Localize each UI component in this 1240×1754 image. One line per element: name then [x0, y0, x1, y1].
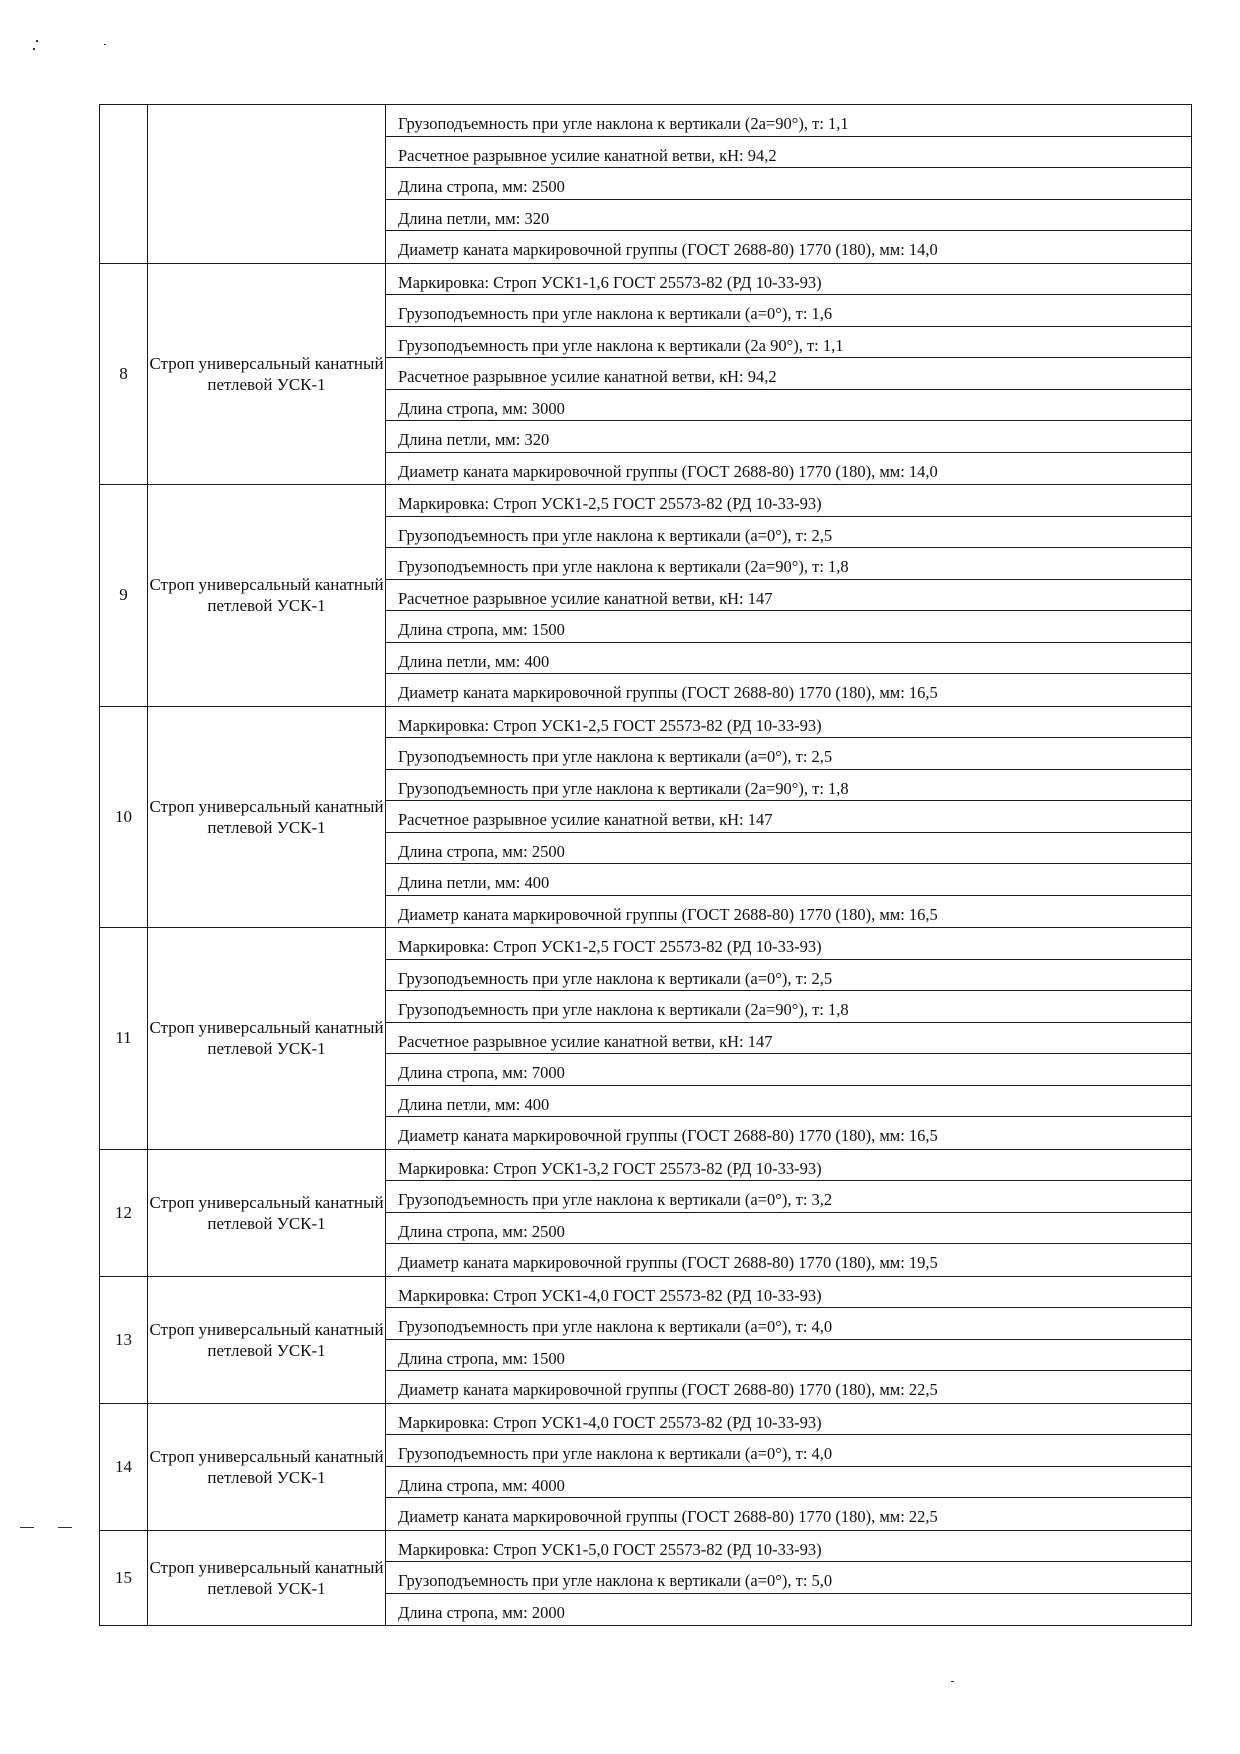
table-row: [100, 1403, 1192, 1530]
property-line: Длина стропа, мм: 2500: [386, 168, 1191, 200]
item-properties: [386, 263, 1192, 485]
item-name: Строп универсальный канатный петлевой УСК-1: [148, 1403, 386, 1530]
property-line: Грузоподъемность при угле наклона к вертикали (a=0°), т: 2,5: [386, 960, 1191, 992]
item-properties: [386, 706, 1192, 928]
scan-speck: [951, 1681, 954, 1682]
property-line: Грузоподъемность при угле наклона к вертикали (2a=90°), т: 1,8: [386, 548, 1191, 580]
property-line: Маркировка: Строп УСК1-2,5 ГОСТ 25573-82 (РД 10-33-93): [386, 707, 1191, 739]
property-line: Маркировка: Строп УСК1-4,0 ГОСТ 25573-82 (РД 10-33-93): [386, 1277, 1191, 1309]
property-line: Длина стропа, мм: 2000: [398, 1602, 565, 1622]
property-line: Длина петли, мм: 400: [386, 864, 1191, 896]
property-line: Длина стропа, мм: 2500: [386, 833, 1191, 865]
item-name: Строп универсальный канатный петлевой УСК-1: [148, 1276, 386, 1403]
property-line: Длина петли, мм: 400: [386, 643, 1191, 675]
table-row: [100, 105, 1192, 264]
property-line: Грузоподъемность при угле наклона к вертикали (a=0°), т: 2,5: [386, 738, 1191, 770]
item-properties: [386, 1403, 1192, 1530]
table-row: [100, 1530, 1192, 1626]
property-line: Длина петли, мм: 320: [386, 200, 1191, 232]
property-line: Маркировка: Строп УСК1-2,5 ГОСТ 25573-82 (РД 10-33-93): [386, 485, 1191, 517]
item-number: 15: [100, 1530, 148, 1626]
item-number: 14: [100, 1403, 148, 1530]
item-number: 12: [100, 1149, 148, 1276]
property-line: Длина стропа, мм: 3000: [386, 390, 1191, 422]
property-line: Грузоподъемность при угле наклона к вертикали (2a 90°), т: 1,1: [386, 327, 1191, 359]
property-line: Диаметр каната маркировочной группы (ГОСТ 2688-80) 1770 (180), мм: 22,5: [398, 1507, 938, 1526]
property-line: Маркировка: Строп УСК1-5,0 ГОСТ 25573-82 (РД 10-33-93): [386, 1531, 1191, 1563]
property-line: Грузоподъемность при угле наклона к вертикали (a=0°), т: 4,0: [386, 1435, 1191, 1467]
table-row: [100, 1149, 1192, 1276]
property-line: Грузоподъемность при угле наклона к вертикали (a=0°), т: 2,5: [386, 517, 1191, 549]
item-properties: [386, 928, 1192, 1150]
property-line: Маркировка: Строп УСК1-2,5 ГОСТ 25573-82 (РД 10-33-93): [386, 928, 1191, 960]
item-name: Строп универсальный канатный петлевой УСК-1: [148, 928, 386, 1150]
property-line: Диаметр каната маркировочной группы (ГОСТ 2688-80) 1770 (180), мм: 19,5: [398, 1253, 938, 1272]
property-line: Грузоподъемность при угле наклона к вертикали (2a=90°), т: 1,8: [386, 770, 1191, 802]
item-name: Строп универсальный канатный петлевой УСК-1: [148, 485, 386, 707]
property-line: Длина стропа, мм: 1500: [386, 1340, 1191, 1372]
property-line: Диаметр каната маркировочной группы (ГОСТ 2688-80) 1770 (180), мм: 14,0: [398, 240, 938, 259]
item-number: 8: [100, 263, 148, 485]
property-line: Грузоподъемность при угле наклона к вертикали (2a=90°), т: 1,8: [386, 991, 1191, 1023]
scan-speck: [58, 1527, 72, 1528]
item-name: Строп универсальный канатный петлевой УСК-1: [148, 706, 386, 928]
item-name: Строп универсальный канатный петлевой УСК-1: [148, 1149, 386, 1276]
item-name: Строп универсальный канатный петлевой УСК-1: [148, 1530, 386, 1626]
property-line: Длина петли, мм: 320: [386, 421, 1191, 453]
item-properties: [386, 1149, 1192, 1276]
item-number: 11: [100, 928, 148, 1150]
item-properties: [386, 105, 1192, 264]
property-line: Длина стропа, мм: 7000: [386, 1054, 1191, 1086]
item-properties: [386, 1530, 1192, 1626]
property-line: Длина петли, мм: 400: [386, 1086, 1191, 1118]
scan-speck: [104, 44, 106, 45]
property-line: Диаметр каната маркировочной группы (ГОСТ 2688-80) 1770 (180), мм: 16,5: [398, 904, 938, 924]
property-line: Длина стропа, мм: 1500: [386, 611, 1191, 643]
property-line: Расчетное разрывное усилие канатной ветви, кН: 147: [386, 801, 1191, 833]
item-number: 9: [100, 485, 148, 707]
property-line: Длина стропа, мм: 4000: [386, 1467, 1191, 1499]
property-line: Диаметр каната маркировочной группы (ГОСТ 2688-80) 1770 (180), мм: 14,0: [398, 461, 938, 481]
specification-table: [99, 104, 1192, 1626]
item-number: 10: [100, 706, 148, 928]
scan-speck: [20, 1527, 34, 1528]
item-number: 13: [100, 1276, 148, 1403]
property-line: Грузоподъемность при угле наклона к вертикали (a=0°), т: 1,6: [386, 295, 1191, 327]
property-line: Грузоподъемность при угле наклона к вертикали (a=0°), т: 3,2: [386, 1181, 1191, 1213]
property-line: Расчетное разрывное усилие канатной ветви, кН: 147: [386, 580, 1191, 612]
property-line: Маркировка: Строп УСК1-1,6 ГОСТ 25573-82 (РД 10-33-93): [386, 264, 1191, 296]
scan-speck: [33, 48, 35, 50]
item-number: [100, 105, 148, 264]
property-line: Грузоподъемность при угле наклона к вертикали (a=0°), т: 5,0: [386, 1562, 1191, 1594]
specification-table-body: [100, 105, 1192, 1626]
property-line: Диаметр каната маркировочной группы (ГОСТ 2688-80) 1770 (180), мм: 16,5: [398, 1126, 938, 1145]
table-row: [100, 706, 1192, 928]
table-row: [100, 1276, 1192, 1403]
table-row: [100, 928, 1192, 1150]
property-line: Грузоподъемность при угле наклона к вертикали (2a=90°), т: 1,1: [386, 105, 1191, 137]
property-line: Маркировка: Строп УСК1-3,2 ГОСТ 25573-82 (РД 10-33-93): [386, 1150, 1191, 1182]
table-row: [100, 263, 1192, 485]
property-line: Расчетное разрывное усилие канатной ветви, кН: 94,2: [386, 358, 1191, 390]
property-line: Грузоподъемность при угле наклона к вертикали (a=0°), т: 4,0: [386, 1308, 1191, 1340]
item-properties: [386, 485, 1192, 707]
property-line: Диаметр каната маркировочной группы (ГОСТ 2688-80) 1770 (180), мм: 16,5: [398, 683, 938, 702]
property-line: Расчетное разрывное усилие канатной ветви, кН: 147: [386, 1023, 1191, 1055]
item-name: [148, 105, 386, 264]
property-line: Маркировка: Строп УСК1-4,0 ГОСТ 25573-82 (РД 10-33-93): [386, 1404, 1191, 1436]
property-line: Диаметр каната маркировочной группы (ГОСТ 2688-80) 1770 (180), мм: 22,5: [398, 1380, 938, 1399]
property-line: Длина стропа, мм: 2500: [386, 1213, 1191, 1245]
property-line: Расчетное разрывное усилие канатной ветви, кН: 94,2: [386, 137, 1191, 169]
item-name: Строп универсальный канатный петлевой УСК-1: [148, 263, 386, 485]
item-properties: [386, 1276, 1192, 1403]
scan-speck: [36, 40, 38, 42]
table-row: [100, 485, 1192, 707]
